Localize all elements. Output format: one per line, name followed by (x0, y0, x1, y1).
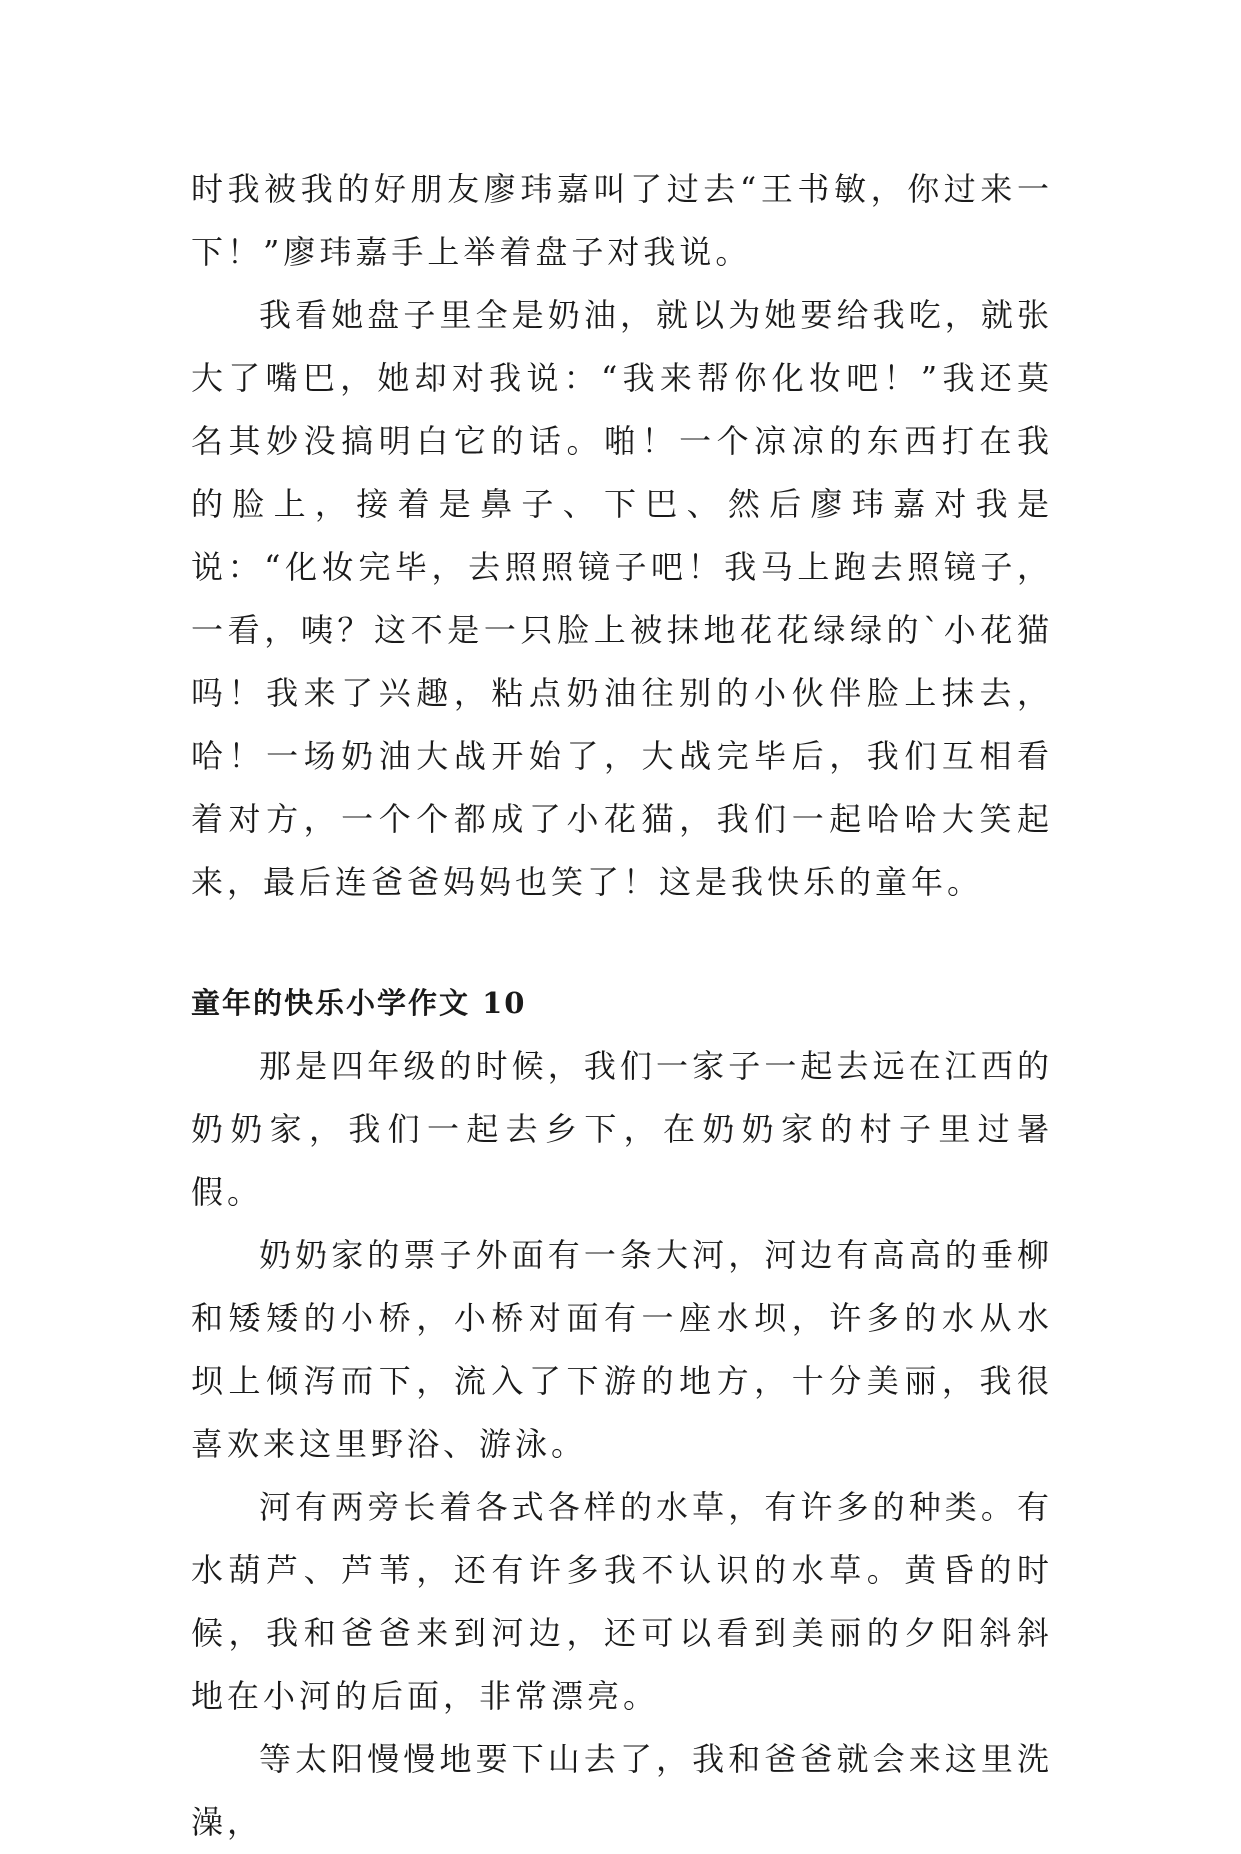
paragraph-grandma-home: 那是四年级的时候，我们一家子一起去远在江西的奶奶家，我们一起去乡下，在奶奶家的村子里过暑假。 (191, 1047, 1053, 1211)
paragraph-river: 奶奶家的票子外面有一条大河，河边有高高的垂柳和矮矮的小桥，小桥对面有一座水坝，许多的水从水坝上倾泻而下，流入了下游的地方，十分美丽，我很喜欢来这里野浴、游泳。 (191, 1236, 1053, 1463)
section-spacer (191, 914, 1053, 972)
paragraph-cream-fight: 我看她盘子里全是奶油，就以为她要给我吃，就张大了嘴巴，她却对我说：“我来帮你化妆吧！”我还莫名其妙没搞明白它的话。啪！一个凉凉的东西打在我的脸上，接着是鼻子、下巴、然后廖玮嘉对我是说：“化妆完毕，去照照镜子吧！我马上跑去照镜子，一看，咦？这不是一只脸上被抹地花花绿绿的`小花猫吗！我来了兴趣，粘点奶油往别的小伙伴脸上抹去，哈！一场奶油大战开始了，大战完毕后，我们互相看着对方，一个个都成了小花猫，我们一起哈哈大笑起来，最后连爸爸妈妈也笑了！这是我快乐的童年。 (191, 296, 1053, 901)
paragraph-water-plants: 河有两旁长着各式各样的水草，有许多的种类。有水葫芦、芦苇，还有许多我不认识的水草。黄昏的时候，我和爸爸来到河边，还可以看到美丽的夕阳斜斜地在小河的后面，非常漂亮。 (191, 1488, 1053, 1715)
document-body (191, 158, 1053, 1854)
section-title: 童年的快乐小学作文 10 (191, 986, 527, 1020)
paragraph-continuation: 时我被我的好朋友廖玮嘉叫了过去“王书敏，你过来一下！”廖玮嘉手上举着盘子对我说。 (191, 170, 1053, 271)
paragraph-sunset-bath: 等太阳慢慢地要下山去了，我和爸爸就会来这里洗澡， (191, 1740, 1053, 1841)
